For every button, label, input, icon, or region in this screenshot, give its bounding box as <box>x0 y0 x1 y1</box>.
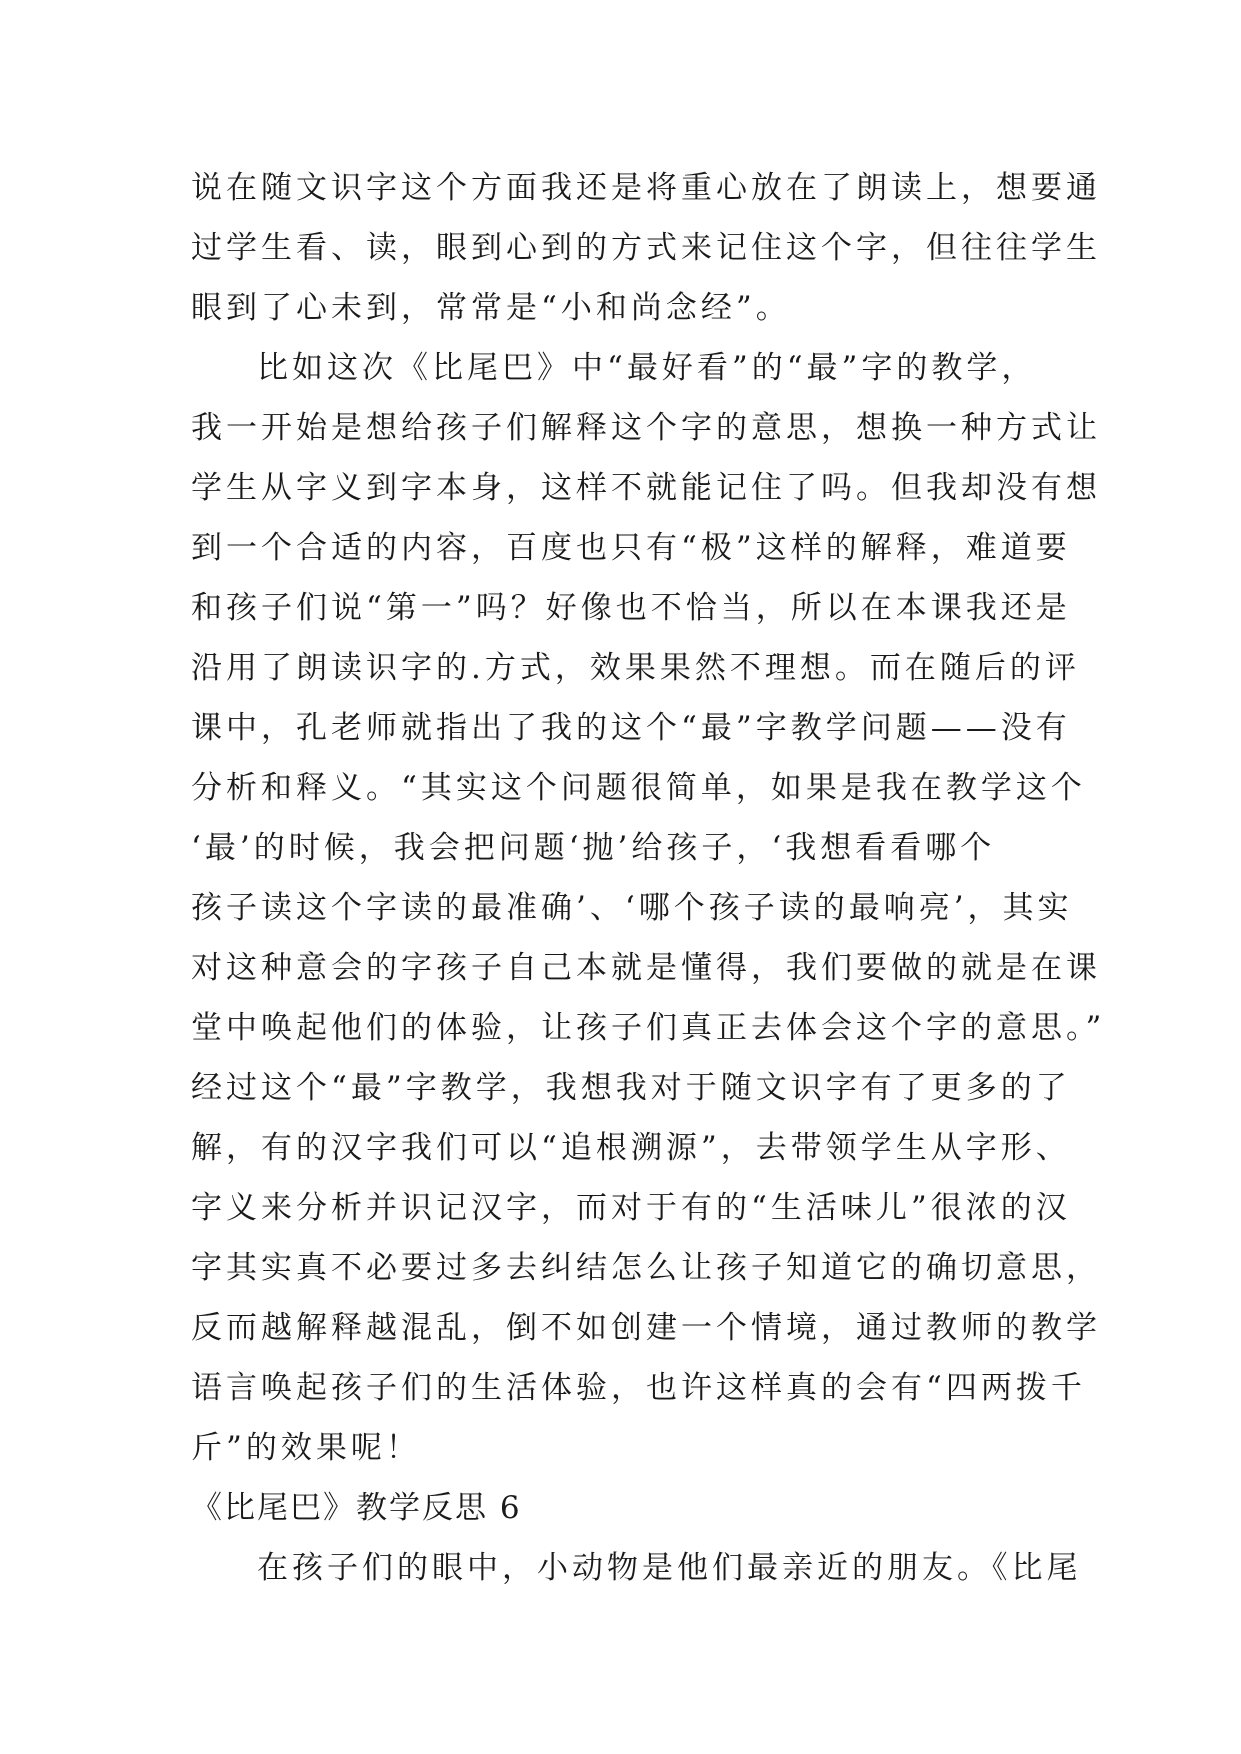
text-line: 过学生看、读，眼到心到的方式来记住这个字，但往往学生 <box>191 230 1101 266</box>
text-line: 字其实真不必要过多去纠结怎么让孩子知道它的确切意思， <box>191 1250 1101 1286</box>
text-line-paragraph-start: 比如这次《比尾巴》中“最好看”的“最”字的教学， <box>257 350 1037 386</box>
text-line: 斤”的效果呢！ <box>191 1430 421 1466</box>
text-line: 反而越解释越混乱，倒不如创建一个情境，通过教师的教学 <box>191 1310 1101 1346</box>
text-line: ‘最’的时候，我会把问题‘抛’给孩子，‘我想看看哪个 <box>191 830 996 866</box>
text-line: 对这种意会的字孩子自己本就是懂得，我们要做的就是在课 <box>191 950 1101 986</box>
text-line-paragraph-start: 在孩子们的眼中，小动物是他们最亲近的朋友。《比尾 <box>257 1550 1082 1586</box>
section-heading: 《比尾巴》教学反思 6 <box>191 1490 522 1526</box>
text-line: 字义来分析并识记汉字，而对于有的“生活味儿”很浓的汉 <box>191 1190 1071 1226</box>
text-line: 语言唤起孩子们的生活体验，也许这样真的会有“四两拨千 <box>191 1370 1086 1406</box>
text-line: 学生从字义到字本身，这样不就能记住了吗。但我却没有想 <box>191 470 1101 506</box>
text-line: 沿用了朗读识字的.方式，效果果然不理想。而在随后的评 <box>191 650 1080 686</box>
text-line: 说在随文识字这个方面我还是将重心放在了朗读上，想要通 <box>191 170 1101 206</box>
text-line: 堂中唤起他们的体验，让孩子们真正去体会这个字的意思。” <box>191 1010 1106 1046</box>
text-line: 眼到了心未到，常常是“小和尚念经”。 <box>191 290 791 326</box>
text-line: 解，有的汉字我们可以“追根溯源”，去带领学生从字形、 <box>191 1130 1071 1166</box>
text-line: 到一个合适的内容，百度也只有“极”这样的解释，难道要 <box>191 530 1071 566</box>
text-line: 和孩子们说“第一”吗？好像也不恰当，所以在本课我还是 <box>191 590 1071 626</box>
text-line: 我一开始是想给孩子们解释这个字的意思，想换一种方式让 <box>191 410 1101 446</box>
text-line: 经过这个“最”字教学，我想我对于随文识字有了更多的了 <box>191 1070 1071 1106</box>
text-line: 分析和释义。“其实这个问题很简单，如果是我在教学这个 <box>191 770 1086 806</box>
document-body <box>191 158 1106 1598</box>
text-line: 孩子读这个字读的最准确’、‘哪个孩子读的最响亮’，其实 <box>191 890 1073 926</box>
text-line: 课中，孔老师就指出了我的这个“最”字教学问题——没有 <box>191 710 1071 746</box>
